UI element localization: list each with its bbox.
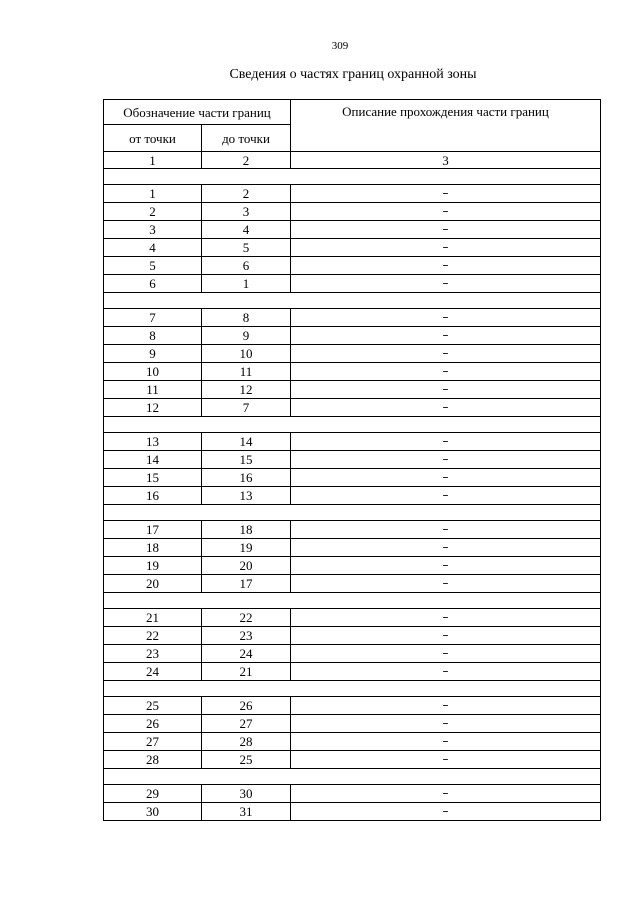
to-point-cell: 6 (202, 257, 291, 275)
to-point-cell: 21 (202, 663, 291, 681)
description-header: Описание прохождения части границ (291, 100, 601, 152)
column-number: 2 (202, 152, 291, 169)
boundary-parts-table (103, 99, 601, 821)
group-separator (104, 769, 601, 785)
from-point-cell: 2 (104, 203, 202, 221)
description-cell: – (291, 221, 601, 239)
to-point-cell: 7 (202, 399, 291, 417)
to-point-cell: 1 (202, 275, 291, 293)
group-separator-row (104, 417, 601, 433)
group-separator-row (104, 505, 601, 521)
description-cell: – (291, 327, 601, 345)
group-separator (104, 293, 601, 309)
description-cell: – (291, 451, 601, 469)
description-cell: – (291, 663, 601, 681)
to-point-cell: 25 (202, 751, 291, 769)
to-point-cell: 11 (202, 363, 291, 381)
from-point-cell: 26 (104, 715, 202, 733)
from-point-cell: 11 (104, 381, 202, 399)
header-row (104, 100, 601, 125)
from-point-cell: 28 (104, 751, 202, 769)
description-cell: – (291, 557, 601, 575)
from-point-cell: 13 (104, 433, 202, 451)
from-point-cell: 23 (104, 645, 202, 663)
description-cell: – (291, 803, 601, 821)
description-cell: – (291, 521, 601, 539)
group-separator (104, 593, 601, 609)
column-number-row (104, 152, 601, 169)
to-point-cell: 3 (202, 203, 291, 221)
table-row (104, 645, 601, 663)
table-row (104, 715, 601, 733)
description-cell: – (291, 399, 601, 417)
from-point-header: от точки (104, 125, 202, 152)
table-row (104, 697, 601, 715)
description-cell: – (291, 433, 601, 451)
group-separator-row (104, 593, 601, 609)
description-cell: – (291, 715, 601, 733)
to-point-cell: 16 (202, 469, 291, 487)
description-cell: – (291, 627, 601, 645)
group-separator-row (104, 293, 601, 309)
from-point-cell: 27 (104, 733, 202, 751)
from-point-cell: 14 (104, 451, 202, 469)
designation-header: Обозначение части границ (104, 100, 291, 125)
description-cell: – (291, 309, 601, 327)
from-point-cell: 10 (104, 363, 202, 381)
to-point-cell: 15 (202, 451, 291, 469)
table-row (104, 399, 601, 417)
from-point-cell: 21 (104, 609, 202, 627)
group-separator (104, 505, 601, 521)
description-cell: – (291, 697, 601, 715)
page-number: 309 (331, 40, 349, 52)
table-row (104, 363, 601, 381)
to-point-cell: 19 (202, 539, 291, 557)
column-number: 3 (291, 152, 601, 169)
table-body (104, 169, 601, 821)
from-point-cell: 16 (104, 487, 202, 505)
to-point-cell: 24 (202, 645, 291, 663)
to-point-cell: 22 (202, 609, 291, 627)
to-point-cell: 20 (202, 557, 291, 575)
to-point-cell: 17 (202, 575, 291, 593)
description-cell: – (291, 751, 601, 769)
table-row (104, 203, 601, 221)
to-point-cell: 14 (202, 433, 291, 451)
description-cell: – (291, 609, 601, 627)
to-point-cell: 12 (202, 381, 291, 399)
from-point-cell: 6 (104, 275, 202, 293)
table-row (104, 185, 601, 203)
group-separator (104, 169, 601, 185)
from-point-cell: 19 (104, 557, 202, 575)
table-row (104, 239, 601, 257)
from-point-cell: 9 (104, 345, 202, 363)
description-cell: – (291, 363, 601, 381)
table-row (104, 609, 601, 627)
table-row (104, 557, 601, 575)
description-cell: – (291, 185, 601, 203)
to-point-cell: 28 (202, 733, 291, 751)
from-point-cell: 17 (104, 521, 202, 539)
column-number: 1 (104, 152, 202, 169)
table-row (104, 433, 601, 451)
description-cell: – (291, 733, 601, 751)
to-point-cell: 13 (202, 487, 291, 505)
table-row (104, 275, 601, 293)
group-separator-row (104, 769, 601, 785)
from-point-cell: 29 (104, 785, 202, 803)
table-row (104, 785, 601, 803)
table-row (104, 521, 601, 539)
description-cell: – (291, 539, 601, 557)
to-point-cell: 5 (202, 239, 291, 257)
description-cell: – (291, 239, 601, 257)
description-cell: – (291, 469, 601, 487)
table-row (104, 257, 601, 275)
to-point-cell: 8 (202, 309, 291, 327)
to-point-cell: 27 (202, 715, 291, 733)
table-row (104, 733, 601, 751)
to-point-cell: 31 (202, 803, 291, 821)
table-row (104, 487, 601, 505)
from-point-cell: 3 (104, 221, 202, 239)
from-point-cell: 20 (104, 575, 202, 593)
to-point-cell: 26 (202, 697, 291, 715)
from-point-cell: 22 (104, 627, 202, 645)
to-point-cell: 23 (202, 627, 291, 645)
table-row (104, 381, 601, 399)
description-cell: – (291, 381, 601, 399)
table-row (104, 663, 601, 681)
to-point-cell: 10 (202, 345, 291, 363)
table-row (104, 221, 601, 239)
from-point-cell: 30 (104, 803, 202, 821)
to-point-cell: 18 (202, 521, 291, 539)
from-point-cell: 25 (104, 697, 202, 715)
to-point-header: до точки (202, 125, 291, 152)
from-point-cell: 1 (104, 185, 202, 203)
table-row (104, 539, 601, 557)
group-separator (104, 417, 601, 433)
table-row (104, 451, 601, 469)
table-row (104, 327, 601, 345)
description-cell: – (291, 487, 601, 505)
table-row (104, 751, 601, 769)
to-point-cell: 4 (202, 221, 291, 239)
to-point-cell: 9 (202, 327, 291, 345)
from-point-cell: 4 (104, 239, 202, 257)
from-point-cell: 18 (104, 539, 202, 557)
table-row (104, 627, 601, 645)
table-row (104, 469, 601, 487)
to-point-cell: 30 (202, 785, 291, 803)
table-row (104, 803, 601, 821)
from-point-cell: 15 (104, 469, 202, 487)
from-point-cell: 12 (104, 399, 202, 417)
description-cell: – (291, 203, 601, 221)
description-cell: – (291, 785, 601, 803)
description-cell: – (291, 345, 601, 363)
table-row (104, 345, 601, 363)
description-cell: – (291, 275, 601, 293)
group-separator (104, 681, 601, 697)
description-cell: – (291, 575, 601, 593)
from-point-cell: 5 (104, 257, 202, 275)
description-cell: – (291, 257, 601, 275)
table-row (104, 309, 601, 327)
from-point-cell: 7 (104, 309, 202, 327)
to-point-cell: 2 (202, 185, 291, 203)
description-cell: – (291, 645, 601, 663)
page-title: Сведения о частях границ охранной зоны (229, 67, 477, 82)
group-separator-row (104, 169, 601, 185)
table-row (104, 575, 601, 593)
from-point-cell: 24 (104, 663, 202, 681)
group-separator-row (104, 681, 601, 697)
from-point-cell: 8 (104, 327, 202, 345)
